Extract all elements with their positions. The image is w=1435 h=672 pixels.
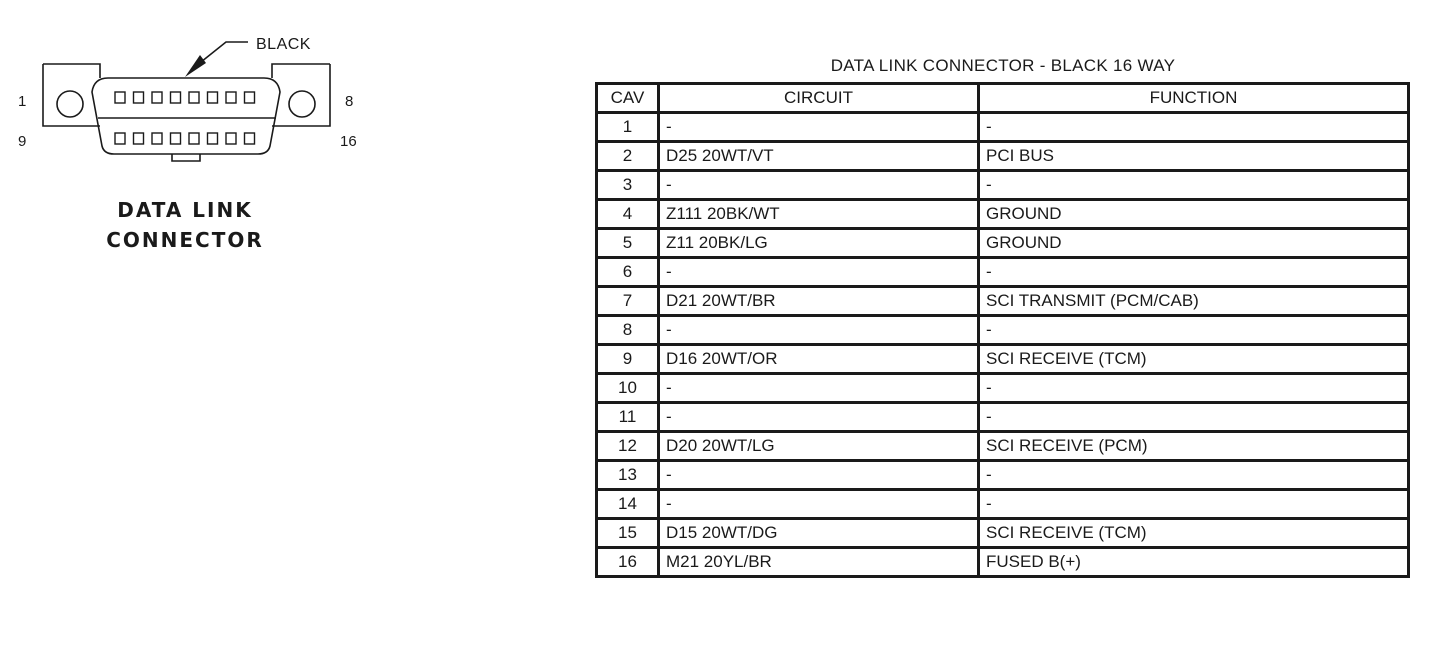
table-row bbox=[597, 490, 1409, 519]
function-cell: - bbox=[979, 113, 1409, 142]
circuit-cell: D20 20WT/LG bbox=[659, 432, 979, 461]
pin-cavity bbox=[115, 133, 125, 144]
function-cell: SCI RECEIVE (TCM) bbox=[979, 345, 1409, 374]
function-cell: - bbox=[979, 461, 1409, 490]
circuit-cell: Z111 20BK/WT bbox=[659, 200, 979, 229]
function-cell: - bbox=[979, 374, 1409, 403]
function-cell: SCI RECEIVE (TCM) bbox=[979, 519, 1409, 548]
connector-color-label: BLACK bbox=[256, 36, 311, 53]
circuit-cell: - bbox=[659, 374, 979, 403]
pin-cavity bbox=[189, 92, 199, 103]
cav-cell: 15 bbox=[597, 519, 659, 548]
pin-cavity bbox=[171, 92, 181, 103]
header-cav: CAV bbox=[597, 84, 659, 113]
cav-cell: 6 bbox=[597, 258, 659, 287]
circuit-cell: D21 20WT/BR bbox=[659, 287, 979, 316]
cav-cell: 13 bbox=[597, 461, 659, 490]
table-row bbox=[597, 142, 1409, 171]
pin-cavity bbox=[115, 92, 125, 103]
circuit-cell: Z11 20BK/LG bbox=[659, 229, 979, 258]
header-function: FUNCTION bbox=[979, 84, 1409, 113]
connector-title-line2: CONNECTOR bbox=[106, 228, 264, 252]
circuit-cell: M21 20YL/BR bbox=[659, 548, 979, 577]
table-row bbox=[597, 171, 1409, 200]
connector-diagram bbox=[0, 0, 400, 260]
table-title: DATA LINK CONNECTOR - BLACK 16 WAY bbox=[830, 56, 1176, 75]
pin-cavity bbox=[152, 133, 162, 144]
circuit-cell: - bbox=[659, 258, 979, 287]
circuit-cell: - bbox=[659, 403, 979, 432]
circuit-cell: D15 20WT/DG bbox=[659, 519, 979, 548]
circuit-cell: - bbox=[659, 316, 979, 345]
function-cell: GROUND bbox=[979, 200, 1409, 229]
circuit-cell: - bbox=[659, 171, 979, 200]
table-row bbox=[597, 287, 1409, 316]
function-cell: - bbox=[979, 258, 1409, 287]
cav-cell: 4 bbox=[597, 200, 659, 229]
header-circuit: CIRCUIT bbox=[659, 84, 979, 113]
pin-number-9: 9 bbox=[18, 133, 27, 150]
table-row bbox=[597, 519, 1409, 548]
circuit-cell: - bbox=[659, 490, 979, 519]
pin-cavity bbox=[208, 133, 218, 144]
pin-number-8: 8 bbox=[345, 93, 354, 110]
function-cell: - bbox=[979, 316, 1409, 345]
cav-cell: 10 bbox=[597, 374, 659, 403]
pin-cavity bbox=[152, 92, 162, 103]
table-row bbox=[597, 461, 1409, 490]
function-cell: SCI TRANSMIT (PCM/CAB) bbox=[979, 287, 1409, 316]
cav-cell: 5 bbox=[597, 229, 659, 258]
table-row bbox=[597, 374, 1409, 403]
circuit-cell: D25 20WT/VT bbox=[659, 142, 979, 171]
cav-cell: 8 bbox=[597, 316, 659, 345]
table-row bbox=[597, 229, 1409, 258]
circuit-cell: D16 20WT/OR bbox=[659, 345, 979, 374]
cav-cell: 7 bbox=[597, 287, 659, 316]
table-row bbox=[597, 345, 1409, 374]
cav-cell: 11 bbox=[597, 403, 659, 432]
circuit-cell: - bbox=[659, 113, 979, 142]
pin-cavity bbox=[226, 133, 236, 144]
function-cell: PCI BUS bbox=[979, 142, 1409, 171]
cav-cell: 3 bbox=[597, 171, 659, 200]
pin-cavity bbox=[245, 133, 255, 144]
pin-cavity bbox=[134, 92, 144, 103]
pin-cavity bbox=[189, 133, 199, 144]
pin-cavity bbox=[171, 133, 181, 144]
function-cell: - bbox=[979, 490, 1409, 519]
pinout-table bbox=[595, 82, 1410, 578]
cav-cell: 12 bbox=[597, 432, 659, 461]
pin-cavity bbox=[134, 133, 144, 144]
table-row bbox=[597, 316, 1409, 345]
function-cell: - bbox=[979, 171, 1409, 200]
cav-cell: 14 bbox=[597, 490, 659, 519]
function-cell: SCI RECEIVE (PCM) bbox=[979, 432, 1409, 461]
function-cell: - bbox=[979, 403, 1409, 432]
pin-number-1: 1 bbox=[18, 93, 27, 110]
function-cell: FUSED B(+) bbox=[979, 548, 1409, 577]
pin-number-16: 16 bbox=[340, 133, 357, 150]
cav-cell: 9 bbox=[597, 345, 659, 374]
table-row bbox=[597, 258, 1409, 287]
cav-cell: 2 bbox=[597, 142, 659, 171]
pin-cavity bbox=[245, 92, 255, 103]
pin-cavity bbox=[208, 92, 218, 103]
table-row bbox=[597, 432, 1409, 461]
function-cell: GROUND bbox=[979, 229, 1409, 258]
table-row bbox=[597, 113, 1409, 142]
table-row bbox=[597, 548, 1409, 577]
cav-cell: 1 bbox=[597, 113, 659, 142]
table-row bbox=[597, 200, 1409, 229]
pin-cavity bbox=[226, 92, 236, 103]
circuit-cell: - bbox=[659, 461, 979, 490]
cav-cell: 16 bbox=[597, 548, 659, 577]
connector-title-line1: DATA LINK bbox=[117, 198, 253, 222]
table-header-row bbox=[597, 84, 1409, 113]
table-row bbox=[597, 403, 1409, 432]
